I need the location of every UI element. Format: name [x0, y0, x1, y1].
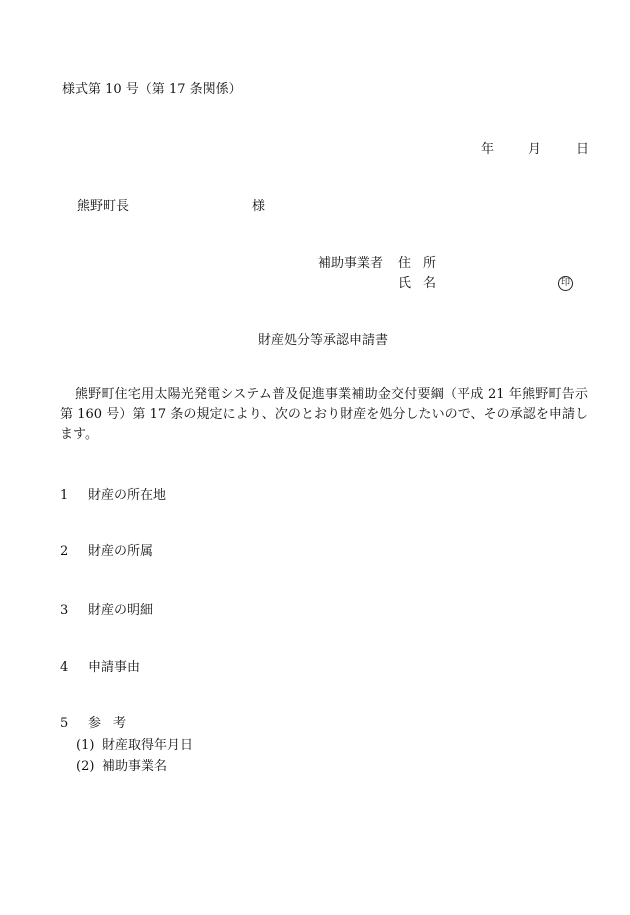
item-affiliation [60, 544, 153, 560]
sub-item-number: (2) [76, 759, 95, 774]
address-label: 住所 [398, 256, 449, 271]
sub-item-acquisition-date [76, 738, 193, 754]
sub-item-label: 補助事業名 [102, 759, 168, 774]
name-label: 氏名 [398, 276, 449, 291]
date-day-label: 日 [576, 142, 590, 157]
body-paragraph: 熊野町住宅用太陽光発電システム普及促進事業補助金交付要綱（平成 21 年熊野町告示第 160 号）第 17 条の規定により、次のとおり財産を処分したいので、その承認を申請します。 [60, 387, 588, 442]
item-number: 5 [60, 716, 69, 731]
addressee-honorific: 様 [252, 199, 266, 214]
seal-icon: 印 [558, 276, 573, 291]
item-label: 申請事由 [88, 660, 141, 675]
item-number: 2 [60, 544, 69, 559]
form-number: 様式第 10 号（第 17 条関係） [62, 82, 242, 97]
item-label: 財産の所在地 [88, 488, 167, 503]
sub-item-project-name [76, 759, 167, 775]
item-label: 財産の所属 [88, 544, 154, 559]
date-month-label: 月 [528, 142, 542, 157]
item-number: 3 [60, 603, 69, 618]
item-reason [60, 660, 140, 676]
sub-item-number: (1) [76, 738, 95, 753]
document-title: 財産処分等承認申請書 [258, 333, 389, 348]
date-year-label: 年 [481, 142, 495, 157]
item-location [60, 488, 166, 504]
item-number: 1 [60, 488, 69, 503]
item-label: 財産の明細 [88, 603, 154, 618]
item-label: 参考 [88, 716, 139, 731]
addressee-name: 熊野町長 [77, 199, 130, 214]
applicant-label: 補助事業者 [318, 256, 384, 271]
sub-item-label: 財産取得年月日 [102, 738, 194, 753]
item-number: 4 [60, 660, 69, 675]
item-reference [60, 716, 138, 732]
item-details [60, 603, 153, 619]
